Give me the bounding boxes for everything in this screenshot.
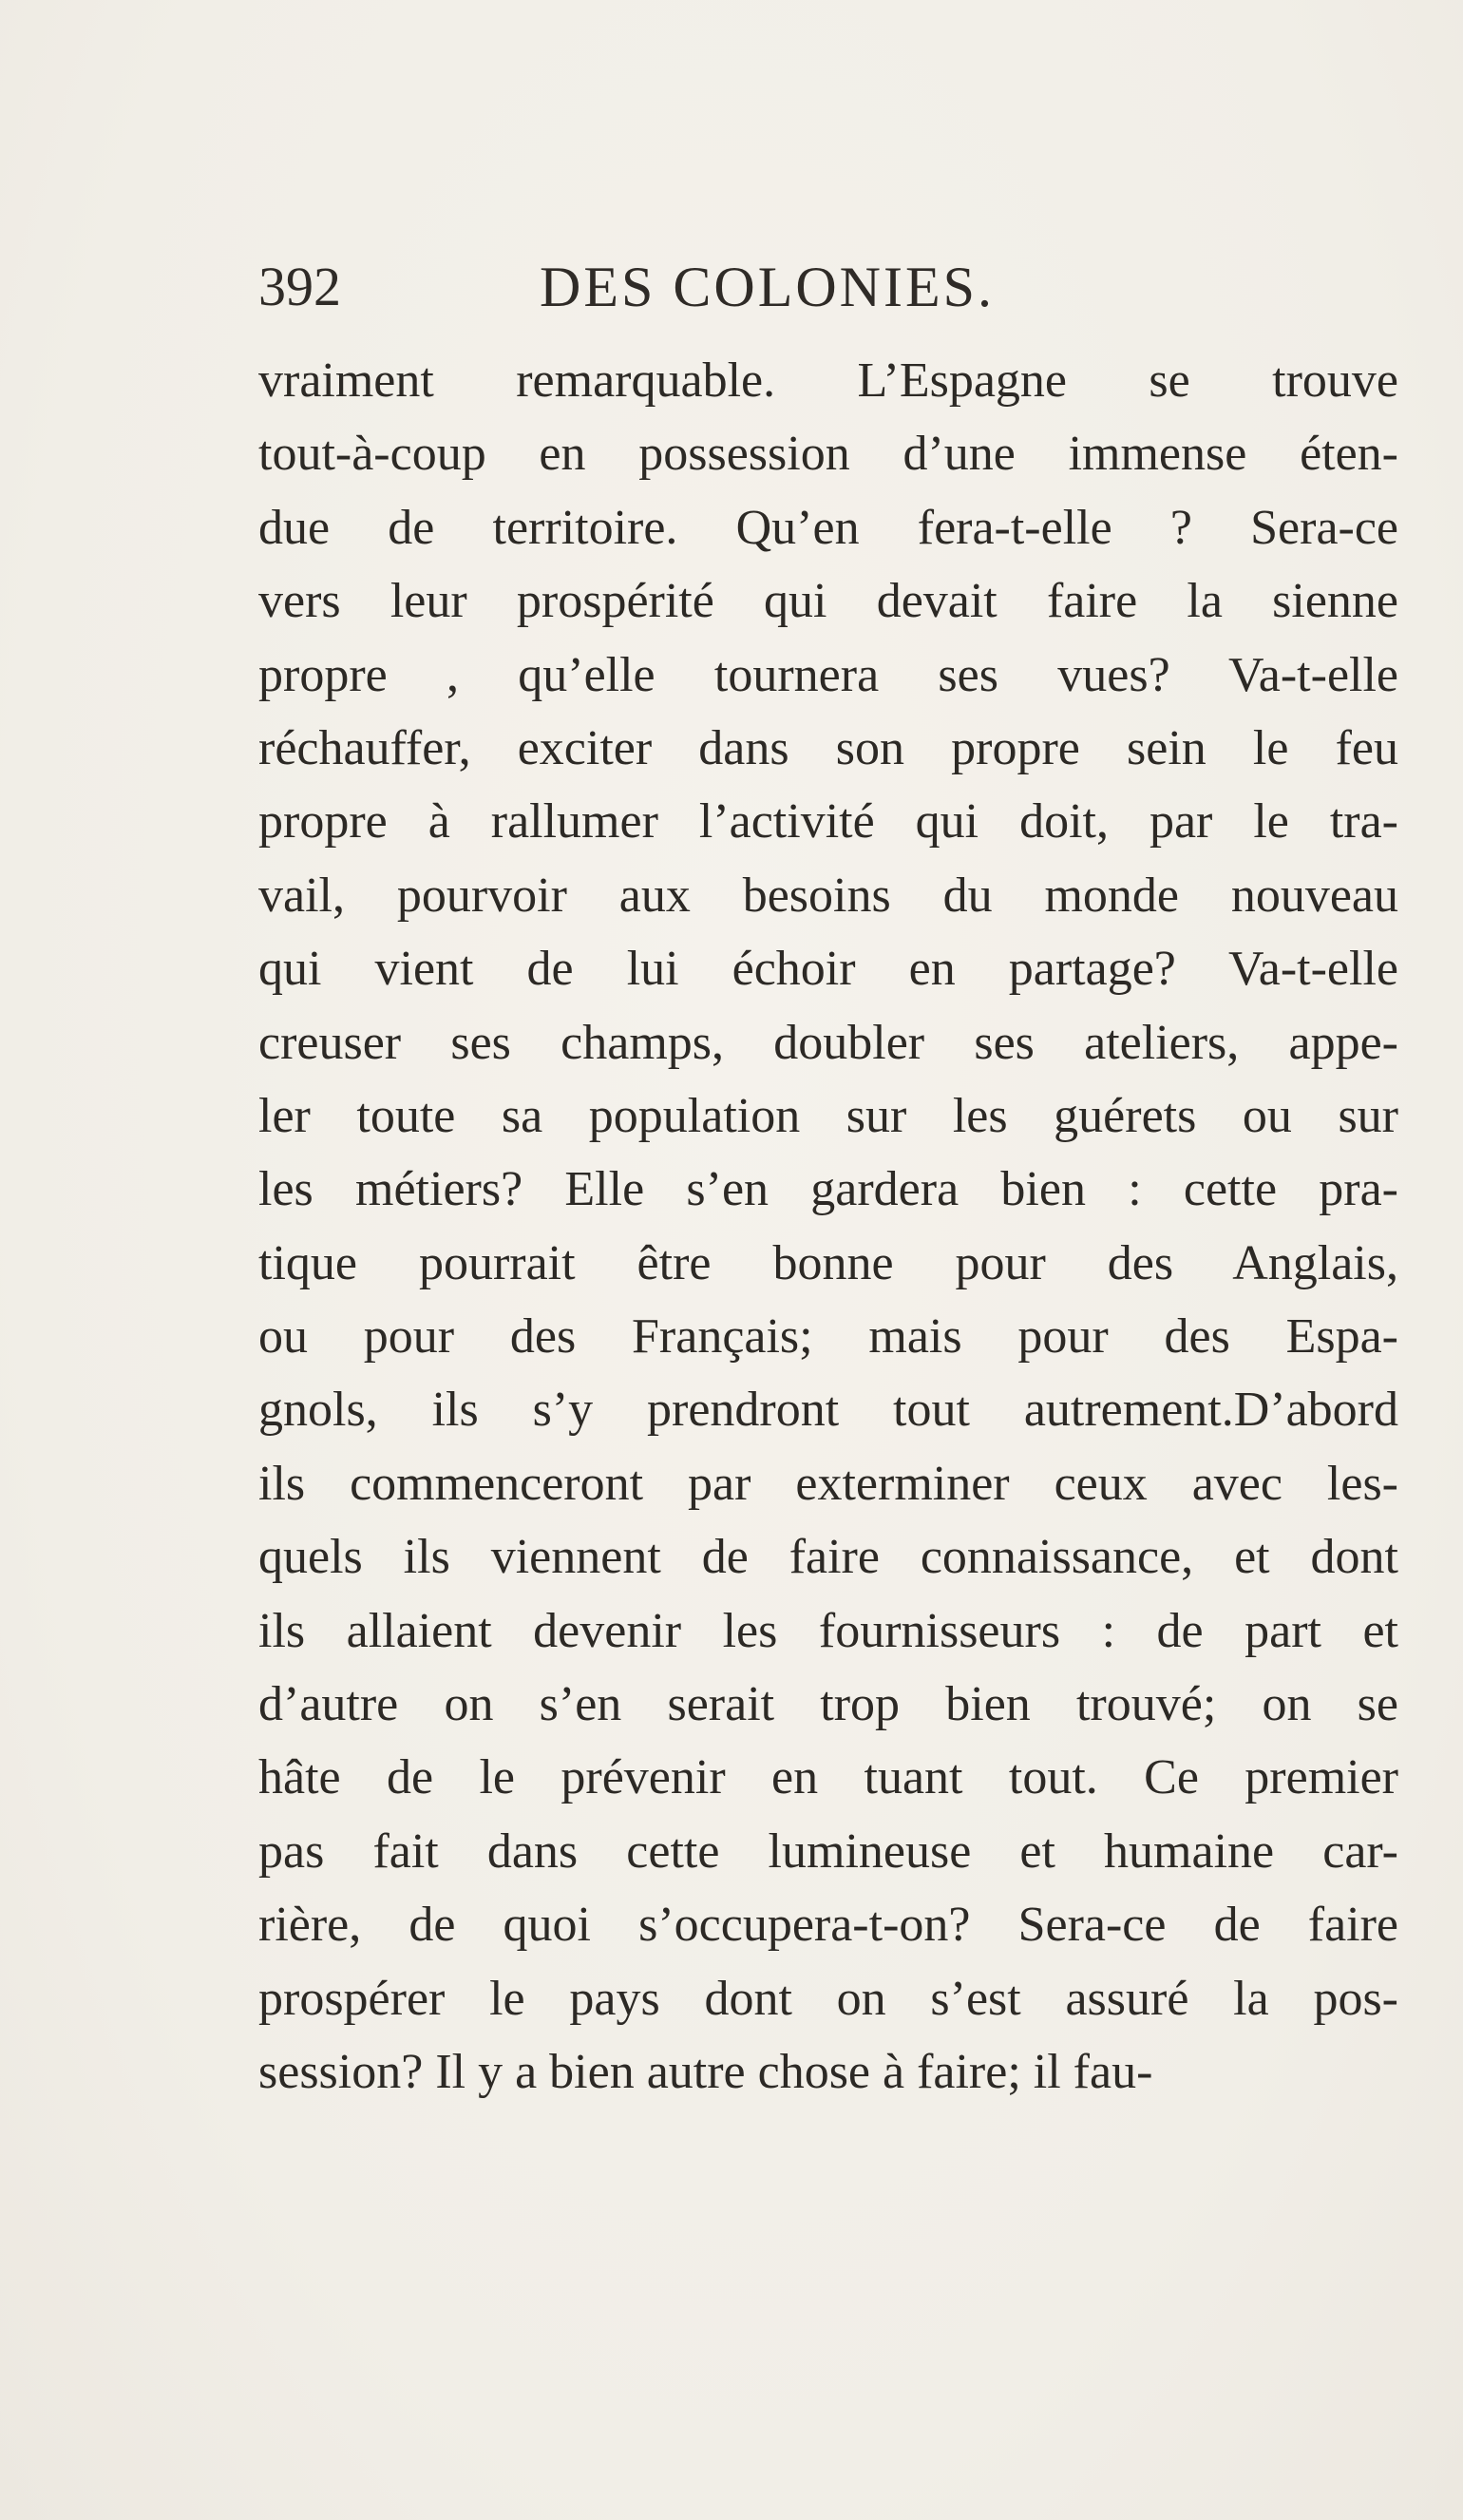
- text-line: ils commenceront par exterminer ceux avec les-: [258, 1456, 1398, 1511]
- text-line: qui vient de lui échoir en partage? Va-t-elle: [258, 942, 1398, 997]
- text-line: vers leur prospérité qui devait faire la sienne: [258, 574, 1398, 629]
- body-text: [258, 344, 1398, 2109]
- text-line: ler toute sa population sur les guérets ou sur: [258, 1088, 1398, 1143]
- text-line: vraiment remarquable. L’Espagne se trouve: [258, 353, 1398, 408]
- text-line: tique pourrait être bonne pour des Anglais,: [258, 1235, 1398, 1290]
- running-head: [258, 249, 1398, 325]
- text-line: prospérer le pays dont on s’est assuré la pos-: [258, 1971, 1398, 2026]
- text-line: propre , qu’elle tournera ses vues? Va-t-elle: [258, 647, 1398, 702]
- text-line: rière, de quoi s’occupera-t-on? Sera-ce de faire: [258, 1898, 1398, 1953]
- text-line: réchauffer, exciter dans son propre sein le feu: [258, 720, 1398, 775]
- text-line: les métiers? Elle s’en gardera bien : cette pra-: [258, 1162, 1398, 1217]
- text-line: d’autre on s’en serait trop bien trouvé; on se: [258, 1677, 1398, 1732]
- text-line: tout-à-coup en possession d’une immense éten-: [258, 427, 1398, 482]
- text-line: hâte de le prévenir en tuant tout. Ce premier: [258, 1750, 1398, 1805]
- text-line: vail, pourvoir aux besoins du monde nouveau: [258, 868, 1398, 923]
- page-number: 392: [258, 256, 341, 317]
- text-line: ils allaient devenir les fournisseurs : de part et: [258, 1603, 1398, 1658]
- text-line: ou pour des Français; mais pour des Espa-: [258, 1309, 1398, 1365]
- text-line: session? Il y a bien autre chose à faire; il fau-: [258, 2044, 1153, 2099]
- running-title: DES COLONIES.: [540, 256, 996, 318]
- text-line: creuser ses champs, doubler ses ateliers, appe-: [258, 1015, 1398, 1070]
- text-line: due de territoire. Qu’en fera-t-elle ? Sera-ce: [258, 500, 1398, 555]
- text-line: quels ils viennent de faire connaissance, et dont: [258, 1530, 1398, 1585]
- text-line: gnols, ils s’y prendront tout autrement.D’abord: [258, 1383, 1398, 1438]
- text-line: propre à rallumer l’activité qui doit, par le tra-: [258, 794, 1398, 850]
- text-line: pas fait dans cette lumineuse et humaine car-: [258, 1823, 1398, 1879]
